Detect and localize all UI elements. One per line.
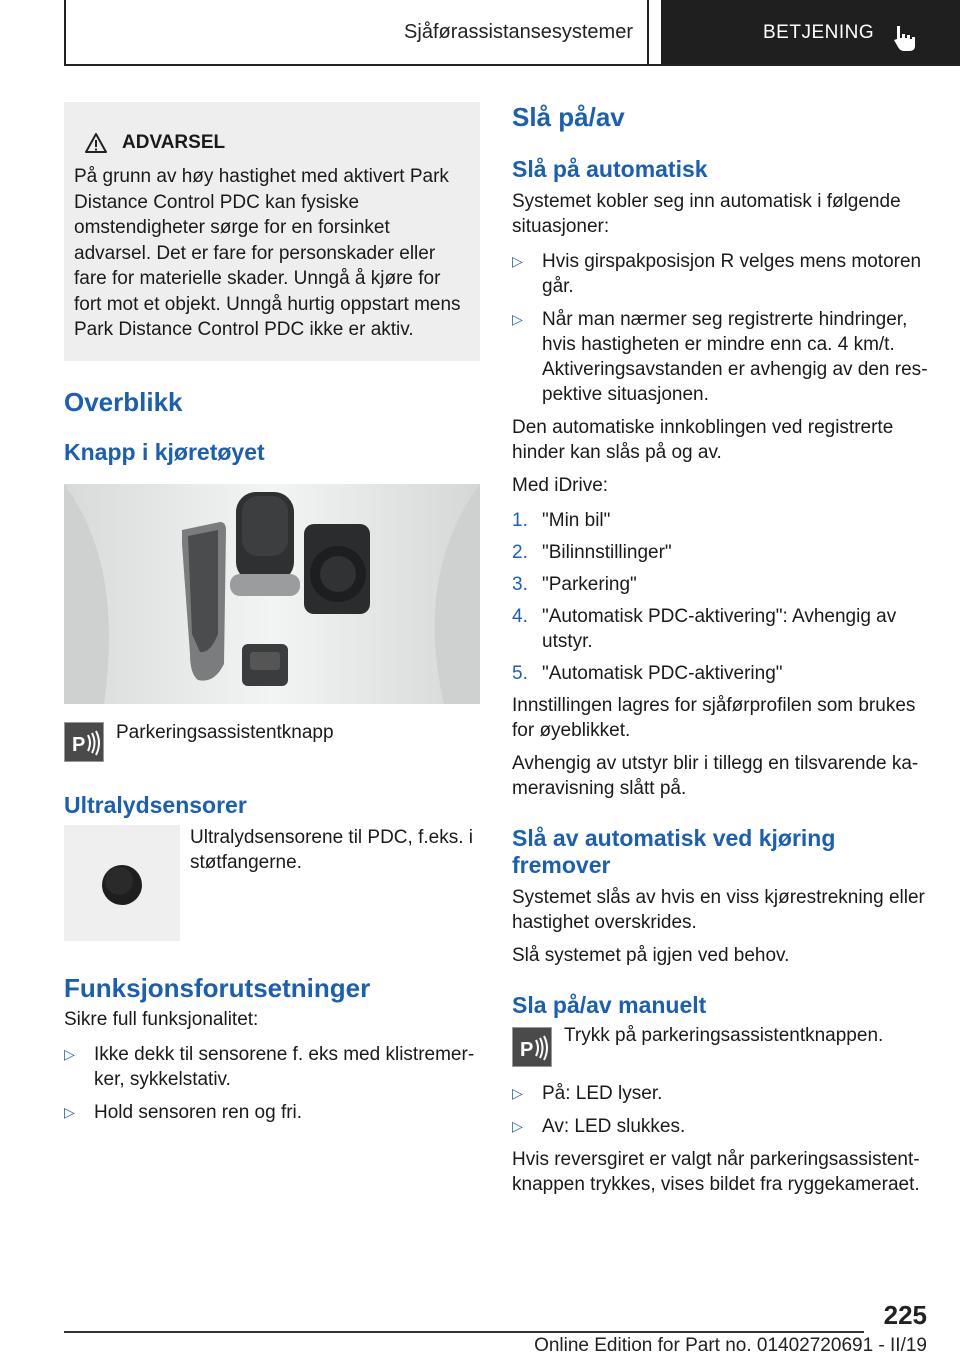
auto-off-heading: Slå av automatisk ved kjøring fremover (512, 825, 836, 878)
list-item: ▷ På: LED lyser. (512, 1083, 663, 1104)
svg-text:P: P (72, 733, 86, 756)
bullet-triangle-icon: ▷ (512, 311, 523, 327)
list-item: 2. "Bilinnstillinger" (512, 542, 672, 563)
list-item: ▷ Ikke dekk til sensorene f. eks med klistremerker, sykkelstativ. (64, 1043, 475, 1090)
list-item: ▷ Av: LED slukkes. (512, 1116, 686, 1137)
bullet-triangle-icon: ▷ (512, 1118, 523, 1134)
warning-title: ADVARSEL (122, 132, 226, 153)
onoff-heading: Slå på/av (512, 102, 625, 132)
list-item: ▷ Hvis girspakposisjon R velges mens motoren går. (512, 251, 922, 297)
bullet-triangle-icon: ▷ (512, 253, 523, 269)
warning-text: På grunn av høy hastighet med aktivert Park Distance Control PDC kan fysiske omstendigheter sørge for en forsinket advarsel. Det er fare for personskader eller fare for materielle skader. Unngå å kjøre for fort mot et objekt. Unngå hurtig oppstart mens Park Distance Control PDC ikke er aktiv. (74, 166, 461, 340)
auto-off-text: Systemet slås av hvis en viss kjørestrekning eller hastighet overskrides. (512, 887, 925, 933)
saved-note: Innstillingen lagres for sjåførprofilen som brukes for øyeblikket. (512, 695, 916, 741)
page-number: 225 (883, 1300, 927, 1330)
idrive-steps (512, 508, 928, 686)
list-item: ▷ Når man nærmer seg registrerte hindringer, hvis hastigheten er mindre enn ca. 4 km/t. Aktiveringsavstanden er avhengig av den respektive situasjonen. (512, 309, 928, 405)
parking-assistant-button-icon (512, 1027, 552, 1067)
header-section-title: Sjåførassistansesystemer (404, 20, 633, 43)
bullet-triangle-icon: ▷ (64, 1045, 75, 1062)
requirements-heading: Funksjonsforutsetninger (64, 972, 371, 1003)
warning-triangle-icon (84, 132, 108, 154)
sensors-heading: Ultralydsensorer (64, 791, 247, 818)
auto-on-list (512, 249, 928, 407)
right-column (512, 102, 928, 1197)
overview-heading: Overblikk (64, 386, 183, 417)
warning-box (64, 102, 480, 361)
requirements-intro: Sikre full funksjonalitet: (64, 1008, 259, 1030)
list-item: ▷ Hold sensoren ren og fri. (64, 1101, 303, 1123)
button-heading: Knapp i kjøretøyet (64, 438, 265, 465)
hand-pointer-icon (893, 24, 919, 52)
camera-note: Avhengig av utstyr blir i tillegg en tilsvarende kameravisning slått på. (512, 753, 919, 799)
footer-rule (64, 1331, 864, 1333)
manual-row (512, 1027, 928, 1067)
console-photo (64, 484, 480, 704)
auto-off-text2: Slå systemet på igjen ved behov. (512, 945, 790, 966)
auto-on-heading: Slå på automatisk (512, 156, 708, 182)
manual-heading: Sla på/av manuelt (512, 992, 707, 1018)
sensor-photo (64, 825, 180, 941)
list-item: 4. "Automatisk PDC-aktivering": Avhengig av utstyr. (512, 606, 897, 652)
manual-text: Trykk på parkeringsassistentknappen. (564, 1025, 884, 1046)
header-chapter-title: BETJENING (763, 22, 875, 43)
footer-edition: Online Edition for Part no. 01402720691 - II/19 (534, 1335, 927, 1356)
header-rule (64, 64, 960, 66)
sensors-row (64, 825, 480, 941)
console-illustration (64, 484, 480, 704)
left-column (64, 102, 480, 1133)
requirements-list (64, 1042, 480, 1125)
auto-on-intro: Systemet kobler seg inn automatisk i følgende situasjoner: (512, 191, 901, 237)
list-item: 5. "Automatisk PDC-aktivering" (512, 663, 783, 684)
idrive-label: Med iDrive: (512, 475, 609, 496)
button-caption-row (64, 722, 480, 762)
reverse-note: Hvis reversgiret er valgt når parkeringsassistentknappen trykkes, vises bildet fra ryggekameraet. (512, 1149, 920, 1195)
button-caption: Parkeringsassistentknapp (116, 721, 334, 743)
bullet-triangle-icon: ▷ (512, 1085, 523, 1101)
auto-note: Den automatiske innkoblingen ved registrerte hinder kan slås på og av. (512, 417, 894, 463)
bullet-triangle-icon: ▷ (64, 1103, 75, 1120)
manual-list (512, 1081, 928, 1139)
list-item: 1. "Min bil" (512, 510, 611, 531)
parking-assistant-button-icon (64, 722, 104, 762)
list-item: 3. "Parkering" (512, 574, 637, 595)
header-section-box (64, 0, 649, 66)
svg-text:P: P (520, 1039, 534, 1061)
warning-title-row (74, 132, 470, 154)
sensors-text: Ultralydsensorene til PDC, f.eks. i støtfangerne. (190, 826, 473, 873)
